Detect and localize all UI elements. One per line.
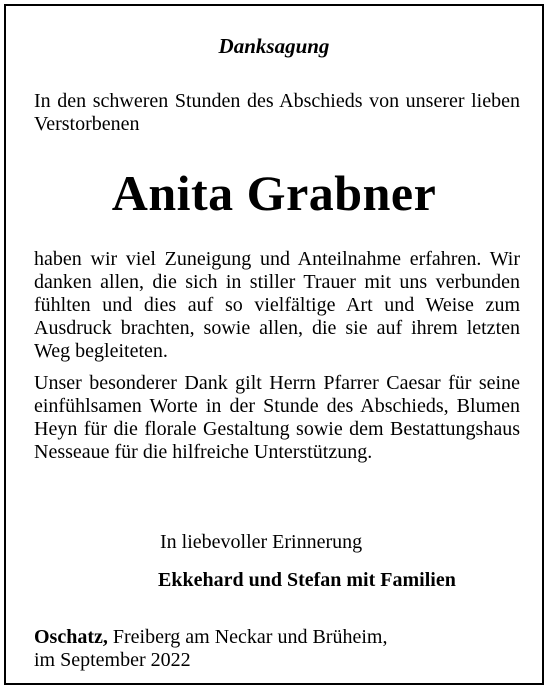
date-line: im September 2022 [34, 649, 191, 671]
thanks-paragraph-2: Unser besonderer Dank gilt Herrn Pfarrer Caesar für seine einfühlsamen Worte in der Stunde des Abschieds, Blumen Heyn für die florale Gestaltung sowie dem Bestattungshaus Nesseaue für die hilfreiche Unterstützung. [34, 372, 520, 463]
place-and-date [34, 626, 387, 672]
notice-heading: Danksagung [218, 34, 330, 58]
signers: Ekkehard und Stefan mit Familien [158, 569, 456, 591]
intro-text: In den schweren Stunden des Abschieds von unserer lieben Verstorbenen [34, 90, 520, 135]
deceased-name: Anita Grabner [111, 165, 437, 221]
thanks-paragraph-1: haben wir viel Zuneigung und Anteilnahme erfahren. Wir danken allen, die sich in stiller Trauer mit uns verbunden fühlten und dies auf so vielfältige Art und Weise zum Ausdruck brachten, sowie allen, die sie auf ihrem letzten Weg begleiteten. [34, 248, 520, 362]
notice-frame [4, 4, 544, 685]
place-rest: Freiberg am Neckar und Brüheim, [107, 626, 388, 648]
place-line [34, 626, 387, 649]
place-bold: Oschatz, [34, 626, 108, 648]
closing-line: In liebevoller Erinnerung [160, 531, 363, 553]
